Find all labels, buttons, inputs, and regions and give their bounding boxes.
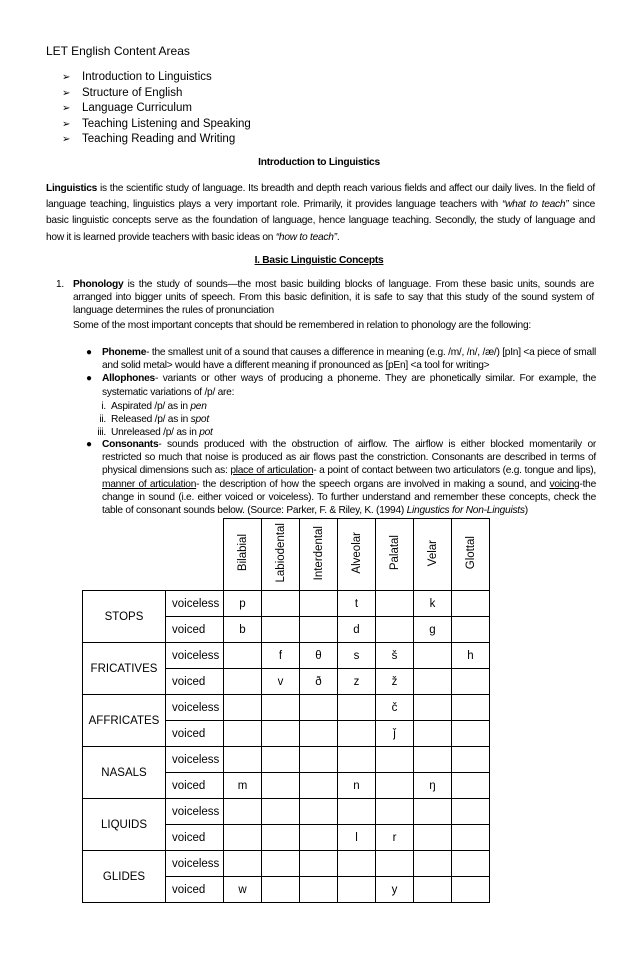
column-header-labiodental: Labiodental <box>262 519 300 591</box>
table-cell <box>376 591 414 617</box>
table-cell <box>376 851 414 877</box>
voicing-label: voiceless <box>166 695 224 721</box>
bullet-icon: ● <box>86 373 92 385</box>
table-cell <box>262 825 300 851</box>
table-cell: ð <box>300 669 338 695</box>
table-cell <box>376 799 414 825</box>
table-cell <box>300 695 338 721</box>
voicing-label: voiceless <box>166 747 224 773</box>
table-cell: r <box>376 825 414 851</box>
voicing-label: voiceless <box>166 851 224 877</box>
list-item: ➢ Language Curriculum <box>62 101 251 117</box>
voicing-label: voiced <box>166 721 224 747</box>
table-cell: b <box>224 617 262 643</box>
table-cell <box>452 851 490 877</box>
table-cell <box>224 643 262 669</box>
table-cell <box>452 669 490 695</box>
table-cell <box>414 695 452 721</box>
table-cell <box>262 721 300 747</box>
table-cell: z <box>338 669 376 695</box>
table-row <box>83 643 490 669</box>
voicing-label: voiced <box>166 877 224 903</box>
table-cell <box>262 617 300 643</box>
table-cell: n <box>338 773 376 799</box>
voicing-label: voiceless <box>166 643 224 669</box>
table-cell: ǰ <box>376 721 414 747</box>
phonology-text: Phonology is the study of sounds—the most basic building blocks of language. From these basic units, sounds are arranged into bigger units of speech. From this basic definition, it is safe to say that this study of the sound system of language determines the rules of pronunciation <box>73 279 594 317</box>
document-title: LET English Content Areas <box>46 44 190 58</box>
bullet-phoneme: ● Phoneme- the smallest unit of a sound that causes a difference in meaning (e.g. /m/, /n/, /æ/) [pIn] <a piece of small and solid metal> would have a different meaning if pronounced as [pEn] <a tool for writing> <box>86 347 596 372</box>
manner-label: FRICATIVES <box>83 643 166 695</box>
table-cell <box>414 851 452 877</box>
table-cell <box>452 747 490 773</box>
table-cell <box>338 877 376 903</box>
list-number: 1. <box>56 279 64 290</box>
list-item: ➢ Structure of English <box>62 86 251 102</box>
table-cell <box>414 799 452 825</box>
voicing-label: voiceless <box>166 591 224 617</box>
voicing-label: voiced <box>166 825 224 851</box>
table-cell: l <box>338 825 376 851</box>
table-cell: č <box>376 695 414 721</box>
table-cell: h <box>452 643 490 669</box>
intro-paragraph: Linguistics is the scientific study of language. Its breadth and depth reach various fields and affect our daily lives. In the field of language teaching, linguistics plays a very important role. Primarily, it provides language teachers with “what to teach” since basic linguistic concepts serve as the foundation of language, hence language teaching. Secondly, the study of language and how it is learned provide teachers with basic ideas on “how to teach”. <box>46 183 595 243</box>
table-cell <box>300 825 338 851</box>
table-cell <box>338 799 376 825</box>
table-cell <box>414 877 452 903</box>
table-cell <box>452 617 490 643</box>
bullet-allophones: ● Allophones- variants or other ways of producing a phoneme. They are phonetically similar. For example, the systematic variations of /p/ are: <box>86 373 596 398</box>
table-cell: ž <box>376 669 414 695</box>
table-cell <box>452 591 490 617</box>
column-header-palatal: Palatal <box>376 519 414 591</box>
table-cell: ŋ <box>414 773 452 799</box>
voicing-label: voiced <box>166 773 224 799</box>
table-cell <box>414 747 452 773</box>
table-cell <box>262 591 300 617</box>
table-cell <box>376 747 414 773</box>
table-cell: m <box>224 773 262 799</box>
table-cell <box>224 851 262 877</box>
column-header-velar: Velar <box>414 519 452 591</box>
table-cell <box>452 825 490 851</box>
section-title-basic-concepts: I. Basic Linguistic Concepts <box>254 255 384 266</box>
list-item: iii. Unreleased /p/ as in pot <box>97 427 213 439</box>
empty-cell <box>166 519 224 591</box>
manner-label: LIQUIDS <box>83 799 166 851</box>
list-item: ➢ Teaching Listening and Speaking <box>62 117 251 133</box>
table-row <box>83 799 490 825</box>
table-cell: t <box>338 591 376 617</box>
column-header-interdental: Interdental <box>300 519 338 591</box>
table-row <box>83 591 490 617</box>
table-cell <box>224 695 262 721</box>
table-cell <box>262 695 300 721</box>
table-cell: š <box>376 643 414 669</box>
allophone-list <box>86 400 386 440</box>
table-cell: y <box>376 877 414 903</box>
consonants-bullet-block <box>86 438 596 517</box>
table-cell <box>262 773 300 799</box>
list-item: ➢ Teaching Reading and Writing <box>62 132 251 148</box>
table-cell <box>224 747 262 773</box>
table-cell <box>224 799 262 825</box>
manner-label: STOPS <box>83 591 166 643</box>
manner-label: GLIDES <box>83 851 166 903</box>
table-cell: v <box>262 669 300 695</box>
consonant-table <box>82 518 490 903</box>
table-cell <box>452 877 490 903</box>
arrow-bullet-icon: ➢ <box>62 134 71 145</box>
table-cell <box>300 591 338 617</box>
table-cell <box>300 799 338 825</box>
table-cell <box>452 695 490 721</box>
table-row <box>83 695 490 721</box>
list-item: ii. Released /p/ as in spot <box>99 414 209 426</box>
topics-list <box>62 70 251 148</box>
concept-bullets <box>86 346 596 399</box>
column-header-glottal: Glottal <box>452 519 490 591</box>
arrow-bullet-icon: ➢ <box>62 103 71 114</box>
table-header-row <box>83 519 490 591</box>
list-item: i. Aspirated /p/ as in pen <box>101 401 207 412</box>
table-cell <box>300 877 338 903</box>
table-cell <box>224 721 262 747</box>
table-cell <box>452 773 490 799</box>
table-row <box>83 851 490 877</box>
table-cell <box>262 747 300 773</box>
table-cell <box>452 721 490 747</box>
table-cell <box>262 799 300 825</box>
column-header-alveolar: Alveolar <box>338 519 376 591</box>
voicing-label: voiced <box>166 617 224 643</box>
table-cell <box>376 773 414 799</box>
table-cell <box>452 799 490 825</box>
manner-label: NASALS <box>83 747 166 799</box>
list-item: ➢ Introduction to Linguistics <box>62 70 251 86</box>
bullet-icon: ● <box>86 439 92 450</box>
manner-label: AFFRICATES <box>83 695 166 747</box>
table-cell <box>414 721 452 747</box>
table-cell <box>376 617 414 643</box>
section-title-introduction: Introduction to Linguistics <box>258 157 380 168</box>
table-cell <box>300 721 338 747</box>
table-cell <box>262 877 300 903</box>
table-cell: f <box>262 643 300 669</box>
table-cell <box>300 773 338 799</box>
table-cell <box>414 825 452 851</box>
table-cell <box>414 669 452 695</box>
table-cell <box>262 851 300 877</box>
table-cell <box>414 643 452 669</box>
table-cell: w <box>224 877 262 903</box>
table-cell <box>224 669 262 695</box>
bullet-icon: ● <box>86 347 92 358</box>
table-cell <box>300 747 338 773</box>
table-cell <box>224 825 262 851</box>
table-cell: s <box>338 643 376 669</box>
voicing-label: voiceless <box>166 799 224 825</box>
empty-cell <box>83 519 166 591</box>
table-cell <box>338 851 376 877</box>
table-cell: g <box>414 617 452 643</box>
phonology-intro-text: Some of the most important concepts that should be remembered in relation to phonology are the following: <box>73 320 531 331</box>
table-cell <box>338 747 376 773</box>
arrow-bullet-icon: ➢ <box>62 72 71 83</box>
table-cell <box>338 721 376 747</box>
voicing-label: voiced <box>166 669 224 695</box>
table-row <box>83 747 490 773</box>
table-cell: θ <box>300 643 338 669</box>
table-cell <box>338 695 376 721</box>
column-header-bilabial: Bilabial <box>224 519 262 591</box>
table-cell: k <box>414 591 452 617</box>
arrow-bullet-icon: ➢ <box>62 118 71 130</box>
table-cell <box>300 617 338 643</box>
table-cell <box>300 851 338 877</box>
bullet-consonants: ● Consonants- sounds produced with the obstruction of airflow. The airflow is either blocked momentarily or restricted so much that noise is produced as air flows past the constriction. Consonants are described in terms of physical dimensions such as: place of articulation- a point of contact between two articulators (e.g. tongue and lips), manner of articulation- the description of how the speech organs are involved in making a sound, and voicing-the change in sound (i.e. either voiced or voiceless). To further understand and remember these concepts, check the table of consonant sounds below. (Source: Parker, F. & Riley, K. (1994) Lingustics for Non-Linguists) <box>86 439 597 517</box>
table-cell: d <box>338 617 376 643</box>
table-cell: p <box>224 591 262 617</box>
arrow-bullet-icon: ➢ <box>62 87 71 99</box>
